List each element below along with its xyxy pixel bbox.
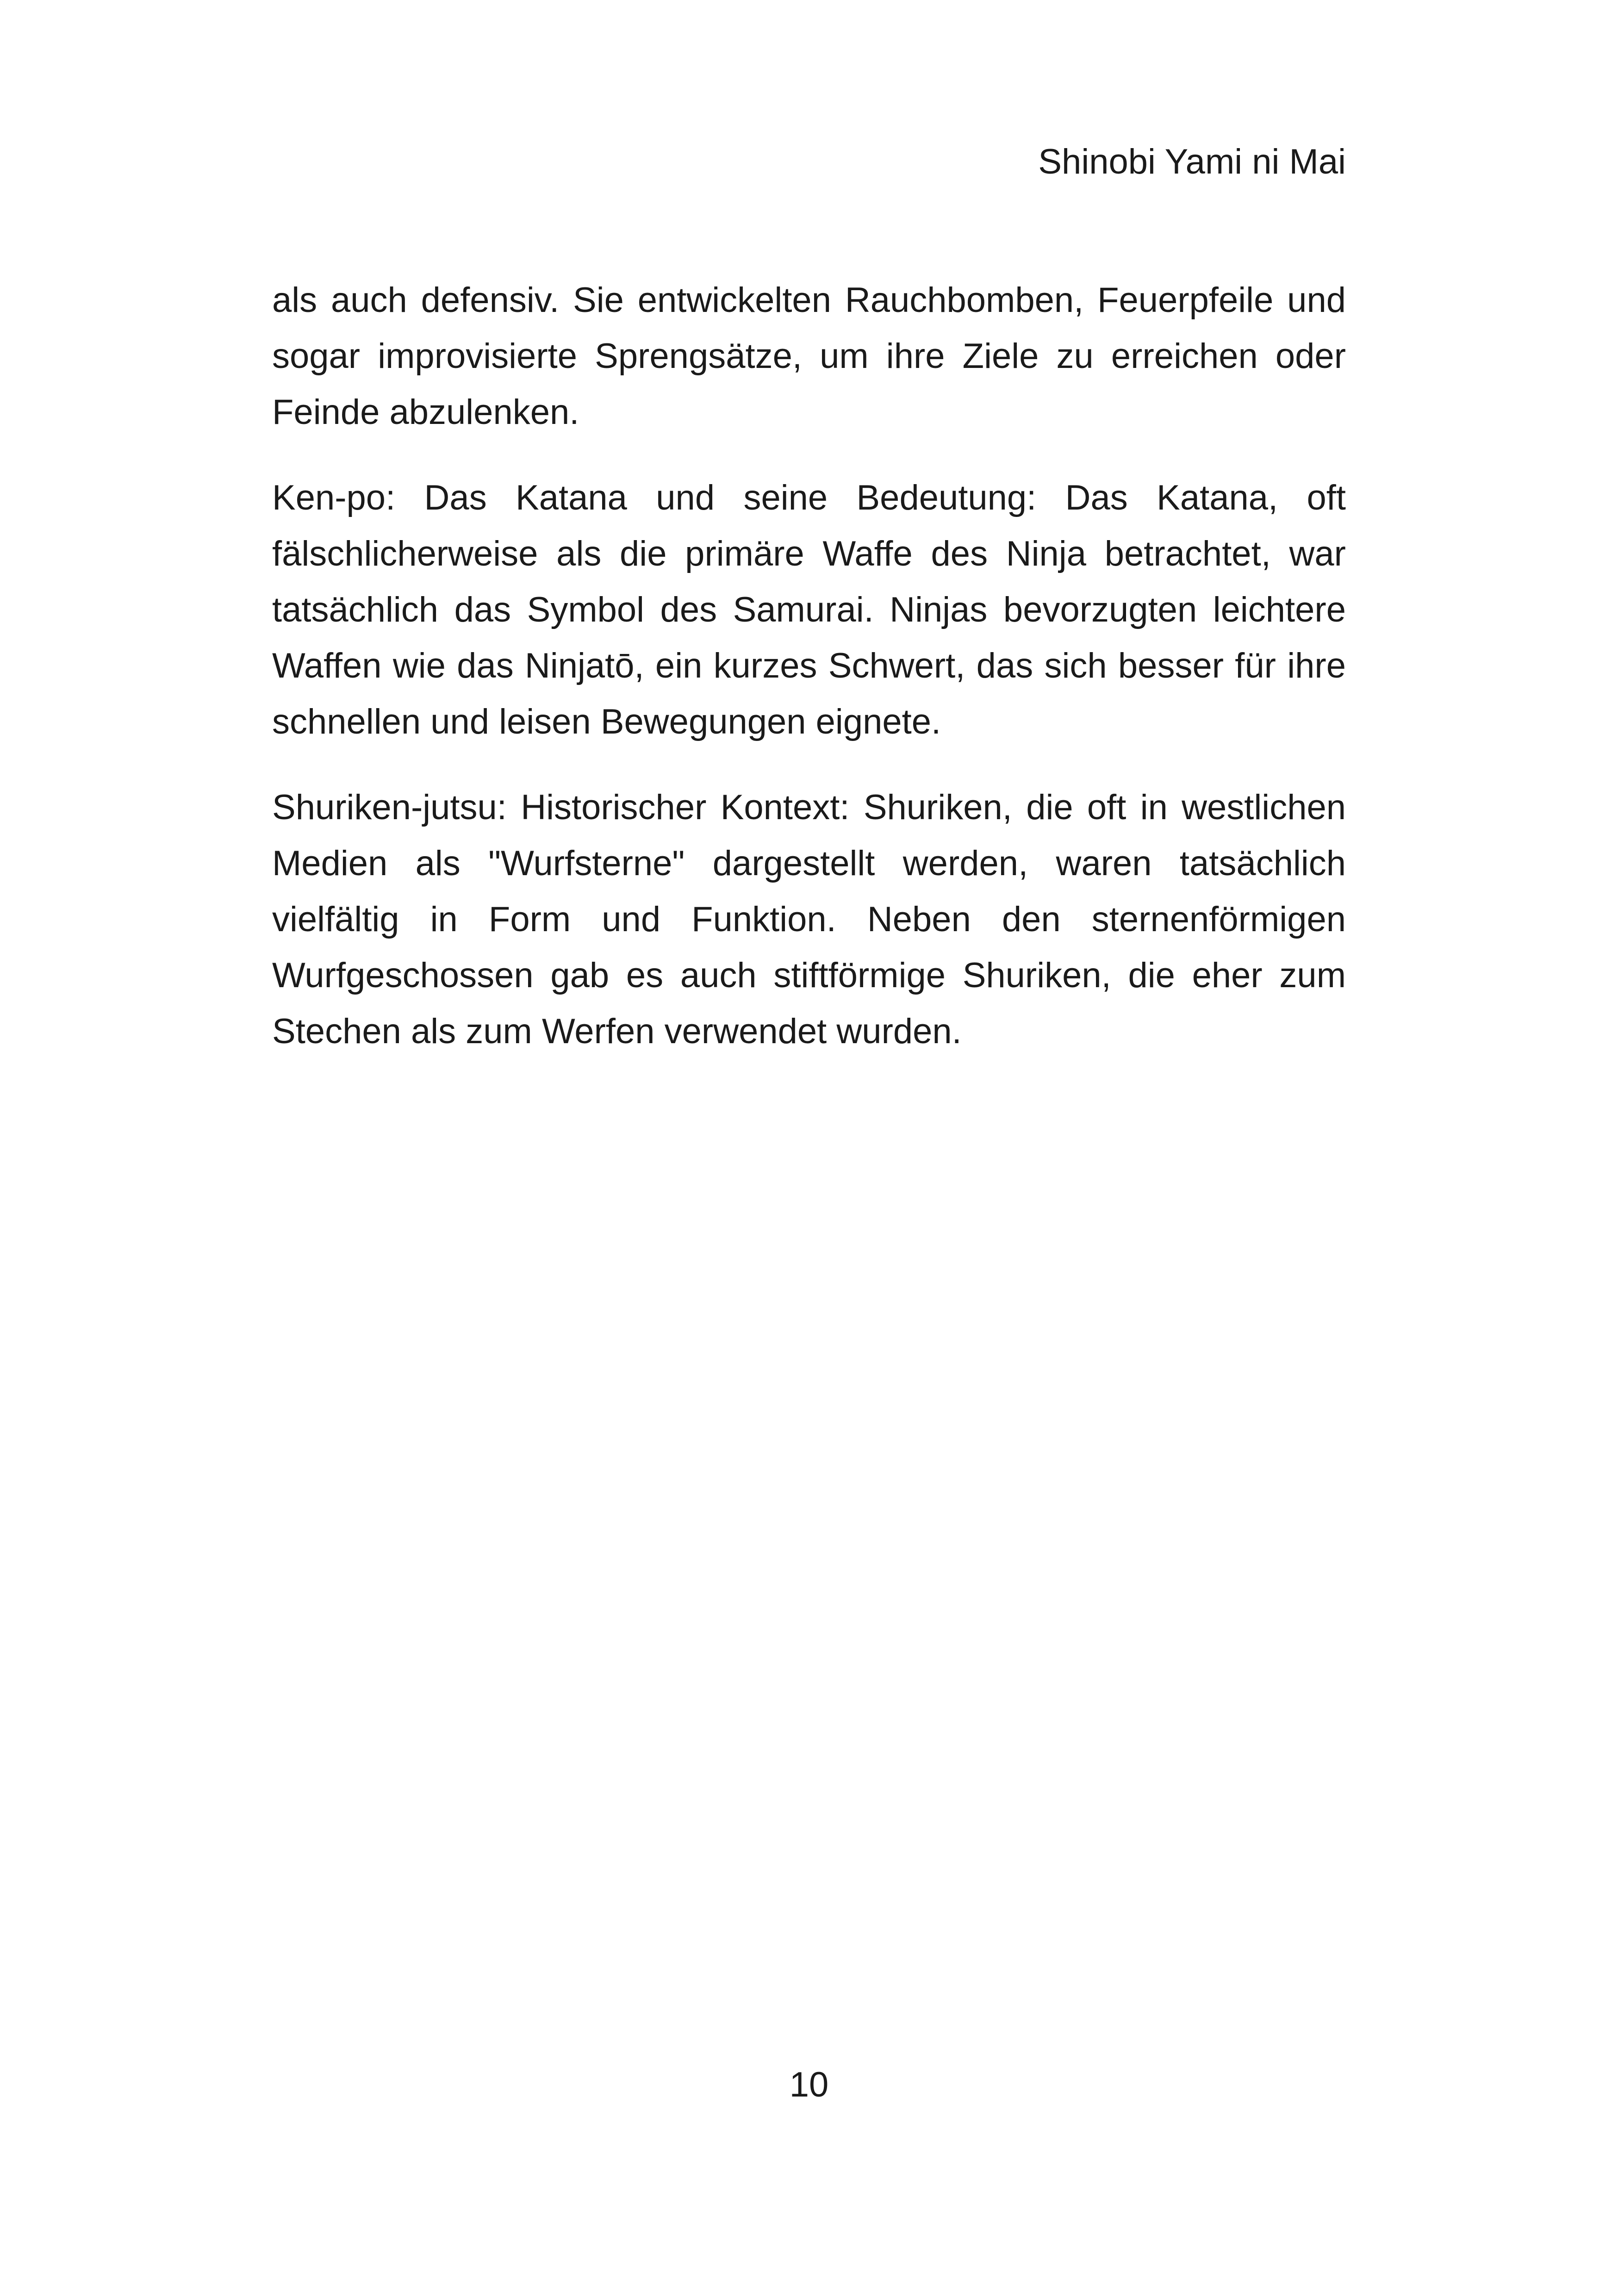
page-number: 10 xyxy=(789,2065,829,2104)
running-header-title: Shinobi Yami ni Mai xyxy=(1038,142,1346,181)
paragraph-ken-po: Ken-po: Das Katana und seine Bedeutung: Das Katana, oft fälschlicherweise als die primäre Waffe des Ninja betrachtet, war tatsächlich das Symbol des Samurai. Ninjas bevorzugten leichtere Waffen wie das Ninjatō, ein kurzes Schwert, das sich besser für ihre schnellen und leisen Bewegungen eignete. xyxy=(272,478,1346,741)
body-text xyxy=(272,272,1346,1089)
paragraph-continuation: als auch defensiv. Sie entwickelten Rauchbomben, Feuerpfeile und sogar improvisierte Sprengsätze, um ihre Ziele zu erreichen oder Feinde abzulenken. xyxy=(272,280,1346,432)
paragraph-shuriken-jutsu: Shuriken-jutsu: Historischer Kontext: Shuriken, die oft in westlichen Medien als "Wurfsterne" dargestellt werden, waren tatsächlich vielfältig in Form und Funktion. Neben den sternenförmigen Wurfgeschossen gab es auch stiftförmige Shuriken, die eher zum Stechen als zum Werfen verwendet wurden. xyxy=(272,788,1346,1051)
